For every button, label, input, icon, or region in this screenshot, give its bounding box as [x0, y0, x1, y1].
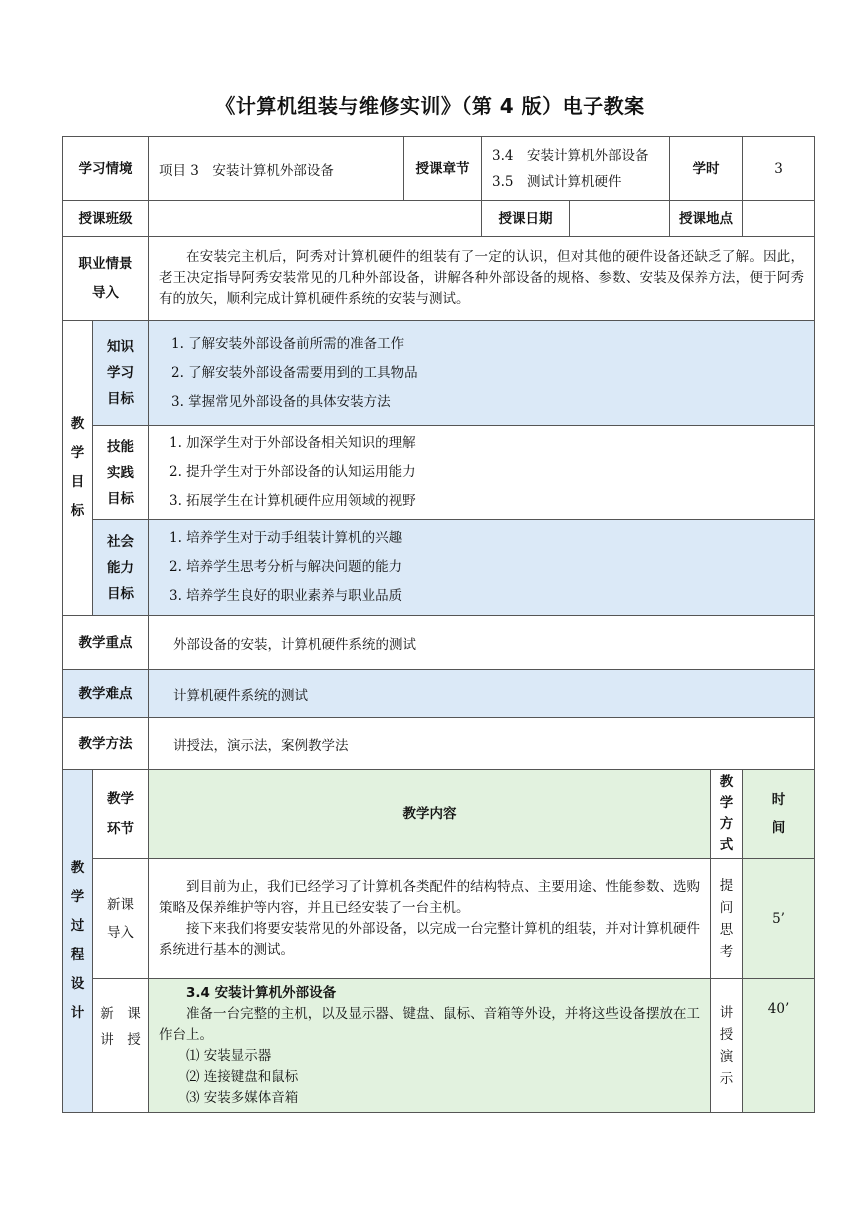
scenario-label: [63, 237, 149, 321]
lecture-step: ⑵ 连接键盘和鼠标: [186, 1069, 299, 1085]
intro-stage: [93, 859, 149, 979]
place-value: [743, 201, 815, 237]
chapter-line: 3.5 测试计算机硬件: [492, 173, 622, 190]
objective-row-knowledge: [63, 321, 815, 426]
goal-item: 1. 培养学生对于动手组装计算机的兴趣: [169, 530, 403, 546]
key-points-value: 外部设备的安装，计算机硬件系统的测试: [149, 616, 815, 670]
goal-label-line: 知识: [107, 339, 134, 355]
info-row: [63, 137, 815, 201]
lecture-stage-line: 讲 授: [100, 1032, 141, 1048]
social-goal-list: [149, 520, 815, 616]
intro-method-char: 提: [719, 877, 734, 894]
scenario-label-line: 职业情景: [78, 255, 133, 272]
time-header-char: 时: [771, 792, 786, 808]
scenario-label-line: 导入: [92, 284, 119, 301]
process-label-char: 教: [70, 860, 85, 876]
stage-header: [93, 770, 149, 859]
methods-value: 讲授法，演示法，案例教学法: [149, 718, 815, 770]
intro-stage-line: 导入: [107, 924, 134, 941]
place-label: 授课地点: [670, 201, 743, 237]
scenario-paragraph: 在安装完主机后，阿秀对计算机硬件的组装有了一定的认识，但对其他的硬件设备还缺乏了解。因此，老王决定指导阿秀安装常见的几种外部设备，讲解各种外部设备的规格、参数、安装及保养方法，便于阿秀有的放矢，顺利完成计算机硬件系统的安装与测试。: [159, 249, 805, 307]
goal-item: 1. 了解安装外部设备前所需的准备工作: [171, 335, 405, 352]
knowledge-goal-list: [149, 321, 815, 426]
lecture-time: 40’: [743, 979, 815, 1113]
date-label: 授课日期: [482, 201, 570, 237]
skill-goal-list: [149, 426, 815, 520]
method-header-char: 方: [719, 816, 734, 832]
lecture-method: [711, 979, 743, 1113]
intro-method-char: 考: [719, 943, 734, 960]
goal-label-line: 社会: [107, 533, 134, 550]
goal-label-line: 学习: [107, 365, 134, 381]
process-label-char: 程: [70, 947, 85, 963]
lecture-row: [63, 979, 815, 1113]
time-header: [743, 770, 815, 859]
lecture-section-title: 3.4 安装计算机外部设备: [186, 985, 337, 1001]
goal-item: 3. 培养学生良好的职业素养与职业品质: [169, 588, 403, 604]
goal-item: 1. 加深学生对于外部设备相关知识的理解: [169, 435, 416, 451]
goal-item: 2. 了解安装外部设备需要用到的工具物品: [171, 364, 418, 381]
lesson-plan-table: [62, 136, 815, 1113]
intro-content: [149, 859, 711, 979]
method-header-char: 式: [719, 837, 734, 853]
chapter-value: [482, 137, 670, 201]
objectives-label-char: 标: [70, 503, 85, 519]
situation-label: 学习情境: [63, 137, 149, 201]
difficulties-label: 教学难点: [63, 670, 149, 718]
goal-label-line: 目标: [107, 585, 134, 602]
class-value: [149, 201, 482, 237]
intro-paragraph: 到目前为止，我们已经学习了计算机各类配件的结构特点、主要用途、性能参数、选购策略及保养维护等内容，并且已经安装了一台主机。: [159, 878, 701, 916]
intro-method-char: 思: [719, 921, 734, 938]
key-points-row: [63, 616, 815, 670]
lecture-method-char: 示: [719, 1070, 734, 1087]
time-header-char: 间: [771, 820, 786, 836]
hours-value: 3: [743, 137, 815, 201]
key-points-label: 教学重点: [63, 616, 149, 670]
method-header: [711, 770, 743, 859]
goal-label-line: 目标: [107, 490, 134, 507]
scenario-row: [63, 237, 815, 321]
goal-item: 3. 拓展学生在计算机硬件应用领域的视野: [169, 493, 416, 509]
scenario-text: [149, 237, 815, 321]
stage-header-line: 教学: [107, 791, 134, 807]
intro-method: [711, 859, 743, 979]
method-header-char: 学: [719, 795, 734, 811]
chapter-label: 授课章节: [404, 137, 482, 201]
document-title: 《计算机组装与维修实训》（第 4 版）电子教案: [215, 94, 645, 118]
method-header-char: 教: [719, 774, 734, 790]
class-row: [63, 201, 815, 237]
process-label-char: 学: [70, 889, 85, 905]
intro-row: [63, 859, 815, 979]
goal-item: 2. 提升学生对于外部设备的认知运用能力: [169, 464, 416, 480]
goal-label-line: 目标: [107, 391, 134, 407]
methods-row: [63, 718, 815, 770]
lecture-paragraph: 准备一台完整的主机，以及显示器、键盘、鼠标、音箱等外设，并将这些设备摆放在工作台上。: [159, 1006, 701, 1043]
goal-item: 2. 培养学生思考分析与解决问题的能力: [169, 559, 403, 575]
content-header: 教学内容: [149, 770, 711, 859]
date-value: [570, 201, 670, 237]
objective-row-social: [63, 520, 815, 616]
difficulties-row: [63, 670, 815, 718]
process-label-char: 设: [70, 976, 85, 992]
process-label-char: 计: [70, 1005, 85, 1021]
process-header-row: [63, 770, 815, 859]
situation-value: 项目 3 安装计算机外部设备: [149, 137, 404, 201]
objectives-label-char: 教: [70, 416, 85, 432]
social-goal-label: [93, 520, 149, 616]
skill-goal-label: [93, 426, 149, 520]
methods-label: 教学方法: [63, 718, 149, 770]
intro-time: 5’: [743, 859, 815, 979]
goal-label-line: 能力: [107, 559, 134, 576]
lecture-content: [149, 979, 711, 1113]
lecture-stage-line: 新 课: [100, 1006, 141, 1022]
difficulties-value: 计算机硬件系统的测试: [149, 670, 815, 718]
intro-method-char: 问: [719, 899, 734, 916]
stage-header-line: 环节: [107, 821, 134, 837]
lecture-step: ⑴ 安装显示器: [186, 1048, 272, 1064]
chapter-line: 3.4 安装计算机外部设备: [492, 147, 649, 164]
lecture-stage: [93, 979, 149, 1113]
knowledge-goal-label: [93, 321, 149, 426]
intro-stage-line: 新课: [107, 896, 134, 913]
process-label: [63, 770, 93, 1113]
objectives-label-char: 目: [70, 474, 85, 490]
process-label-char: 过: [70, 918, 85, 934]
goal-label-line: 实践: [107, 464, 134, 481]
hours-label: 学时: [670, 137, 743, 201]
goal-item: 3. 掌握常见外部设备的具体安装方法: [171, 393, 391, 410]
intro-paragraph: 接下来我们将要安装常见的外部设备，以完成一台完整计算机的组装，并对计算机硬件系统进行基本的测试。: [159, 920, 701, 958]
lecture-method-char: 讲: [719, 1004, 734, 1021]
objectives-label-char: 学: [70, 445, 85, 461]
lecture-step: ⑶ 安装多媒体音箱: [186, 1090, 299, 1106]
goal-label-line: 技能: [107, 438, 134, 455]
lecture-method-char: 演: [719, 1048, 734, 1065]
objective-row-skill: [63, 426, 815, 520]
lecture-method-char: 授: [719, 1026, 734, 1043]
objectives-label: [63, 321, 93, 616]
class-label: 授课班级: [63, 201, 149, 237]
